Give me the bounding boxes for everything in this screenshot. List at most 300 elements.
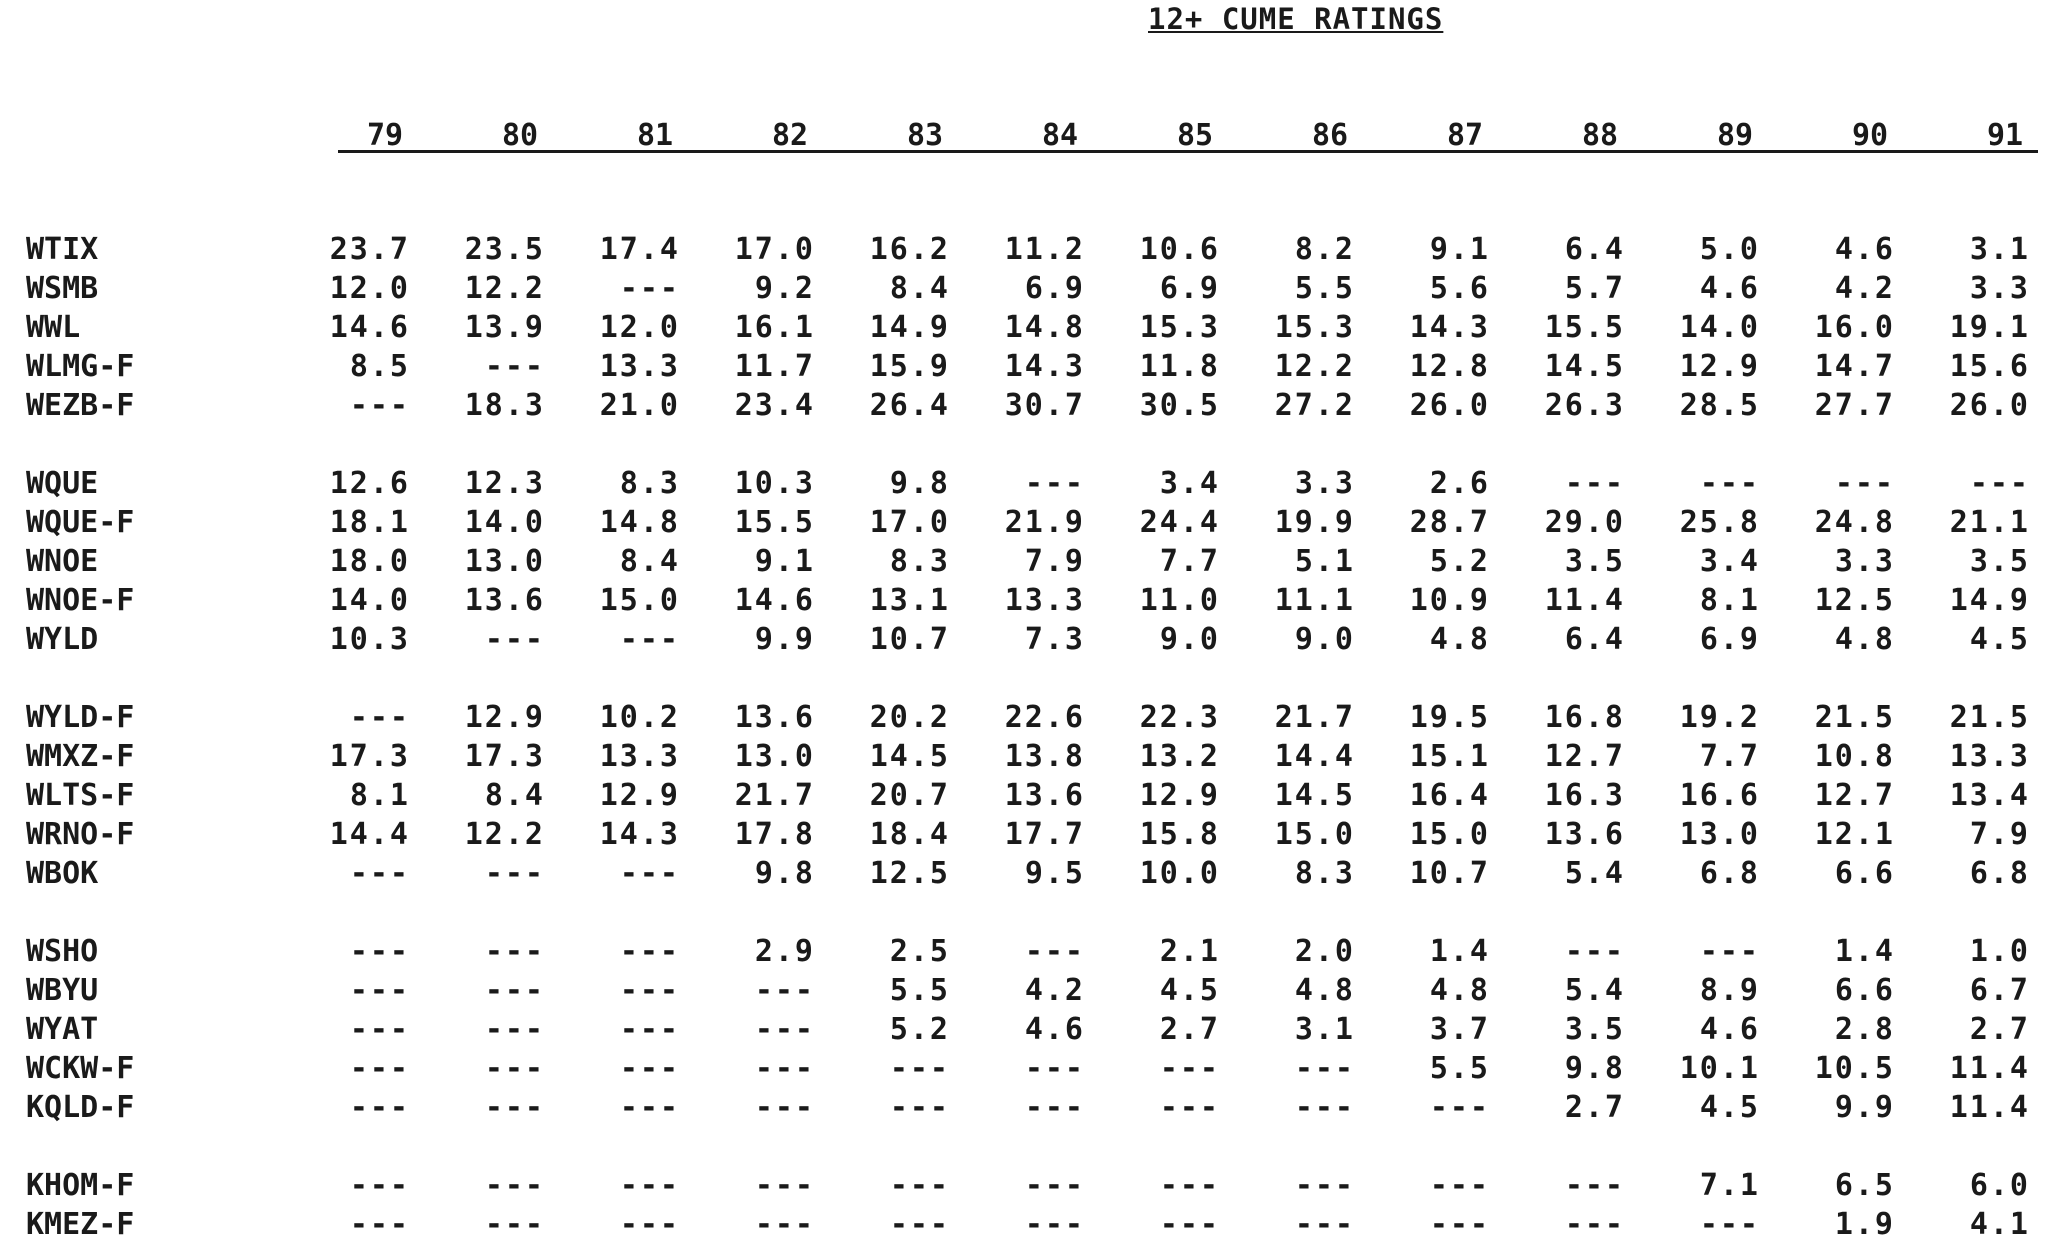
- rating-cell: 9.1: [1429, 232, 1490, 267]
- station-call-sign: WNOE-F: [26, 583, 135, 618]
- rating-cell: ---: [619, 622, 680, 657]
- rating-cell: 4.6: [1699, 271, 1760, 306]
- rating-cell: 9.1: [754, 544, 815, 579]
- page-title: 12+ CUME RATINGS: [1148, 2, 1444, 36]
- rating-cell: 17.0: [734, 232, 815, 267]
- rating-cell: 16.4: [1409, 778, 1490, 813]
- rating-cell: ---: [1024, 1090, 1085, 1125]
- rating-cell: 10.9: [1409, 583, 1490, 618]
- rating-cell: ---: [619, 1051, 680, 1086]
- rating-cell: ---: [349, 1207, 410, 1242]
- rating-cell: 14.6: [329, 310, 410, 345]
- rating-cell: 19.5: [1409, 700, 1490, 735]
- rating-cell: 6.4: [1564, 232, 1625, 267]
- rating-cell: 19.1: [1949, 310, 2030, 345]
- rating-cell: 12.9: [464, 700, 545, 735]
- station-call-sign: WMXZ-F: [26, 739, 135, 774]
- rating-cell: 12.3: [464, 466, 545, 501]
- rating-cell: ---: [1294, 1168, 1355, 1203]
- table-row: [0, 388, 2048, 426]
- rating-cell: 12.9: [1139, 778, 1220, 813]
- rating-cell: 14.9: [1949, 583, 2030, 618]
- rating-cell: 19.2: [1679, 700, 1760, 735]
- rating-cell: 13.3: [1004, 583, 1085, 618]
- year-header: 83: [906, 118, 944, 153]
- rating-cell: 6.7: [1969, 973, 2030, 1008]
- rating-cell: 14.5: [1274, 778, 1355, 813]
- rating-cell: 13.2: [1139, 739, 1220, 774]
- rating-cell: 13.4: [1949, 778, 2030, 813]
- rating-cell: 15.5: [734, 505, 815, 540]
- rating-cell: ---: [484, 1168, 545, 1203]
- rating-cell: 11.7: [734, 349, 815, 384]
- rating-cell: 13.0: [734, 739, 815, 774]
- rating-cell: 14.0: [329, 583, 410, 618]
- year-header: 81: [636, 118, 674, 153]
- rating-cell: 22.6: [1004, 700, 1085, 735]
- station-call-sign: WYLD: [26, 622, 99, 657]
- rating-cell: 9.2: [754, 271, 815, 306]
- rating-cell: 22.3: [1139, 700, 1220, 735]
- rating-cell: 21.5: [1949, 700, 2030, 735]
- rating-cell: ---: [484, 856, 545, 891]
- rating-cell: 11.4: [1544, 583, 1625, 618]
- rating-cell: ---: [1429, 1090, 1490, 1125]
- station-call-sign: WWL: [26, 310, 81, 345]
- rating-cell: ---: [1159, 1090, 1220, 1125]
- rating-cell: 12.8: [1409, 349, 1490, 384]
- rating-cell: 3.3: [1969, 271, 2030, 306]
- rating-cell: 10.3: [329, 622, 410, 657]
- rating-cell: ---: [754, 1168, 815, 1203]
- table-row: [0, 544, 2048, 582]
- rating-cell: 1.4: [1834, 934, 1895, 969]
- rating-cell: 5.4: [1564, 856, 1625, 891]
- rating-cell: 16.2: [869, 232, 950, 267]
- rating-cell: 13.1: [869, 583, 950, 618]
- rating-cell: 8.4: [889, 271, 950, 306]
- rating-cell: 5.4: [1564, 973, 1625, 1008]
- rating-cell: 16.6: [1679, 778, 1760, 813]
- rating-cell: ---: [619, 1207, 680, 1242]
- rating-cell: ---: [1159, 1168, 1220, 1203]
- rating-cell: 9.9: [1834, 1090, 1895, 1125]
- rating-cell: ---: [1024, 1207, 1085, 1242]
- rating-cell: 27.7: [1814, 388, 1895, 423]
- rating-cell: ---: [349, 388, 410, 423]
- rating-cell: 14.8: [1004, 310, 1085, 345]
- rating-cell: 17.0: [869, 505, 950, 540]
- station-call-sign: WRNO-F: [26, 817, 135, 852]
- rating-cell: ---: [889, 1168, 950, 1203]
- rating-cell: ---: [1294, 1090, 1355, 1125]
- rating-cell: 17.3: [329, 739, 410, 774]
- rating-cell: 9.9: [754, 622, 815, 657]
- station-call-sign: WLTS-F: [26, 778, 135, 813]
- rating-cell: 7.3: [1024, 622, 1085, 657]
- table-row: [0, 583, 2048, 621]
- rating-cell: 13.0: [464, 544, 545, 579]
- rating-cell: 24.8: [1814, 505, 1895, 540]
- year-header: 87: [1446, 118, 1484, 153]
- rating-cell: 27.2: [1274, 388, 1355, 423]
- rating-cell: 14.8: [599, 505, 680, 540]
- station-call-sign: WYLD-F: [26, 700, 135, 735]
- rating-cell: 6.6: [1834, 856, 1895, 891]
- rating-cell: ---: [1699, 466, 1760, 501]
- year-header: 80: [501, 118, 539, 153]
- station-call-sign: WTIX: [26, 232, 99, 267]
- rating-cell: 13.6: [464, 583, 545, 618]
- rating-cell: 6.9: [1159, 271, 1220, 306]
- rating-cell: 7.1: [1699, 1168, 1760, 1203]
- rating-cell: 5.2: [1429, 544, 1490, 579]
- rating-cell: ---: [349, 1090, 410, 1125]
- rating-cell: 2.9: [754, 934, 815, 969]
- rating-cell: 12.2: [1274, 349, 1355, 384]
- rating-cell: 6.6: [1834, 973, 1895, 1008]
- station-call-sign: WEZB-F: [26, 388, 135, 423]
- rating-cell: 12.2: [464, 271, 545, 306]
- rating-cell: ---: [484, 1012, 545, 1047]
- table-row: [0, 1207, 2048, 1245]
- rating-cell: 15.0: [599, 583, 680, 618]
- rating-cell: 21.1: [1949, 505, 2030, 540]
- rating-cell: 8.3: [619, 466, 680, 501]
- rating-cell: ---: [484, 622, 545, 657]
- rating-cell: 13.0: [1679, 817, 1760, 852]
- rating-cell: 6.0: [1969, 1168, 2030, 1203]
- year-header: 86: [1311, 118, 1349, 153]
- rating-cell: ---: [349, 1051, 410, 1086]
- rating-cell: 15.1: [1409, 739, 1490, 774]
- rating-cell: ---: [1024, 1168, 1085, 1203]
- table-row: [0, 973, 2048, 1011]
- rating-cell: 10.0: [1139, 856, 1220, 891]
- rating-cell: 30.5: [1139, 388, 1220, 423]
- rating-cell: ---: [1429, 1207, 1490, 1242]
- rating-cell: 15.3: [1274, 310, 1355, 345]
- rating-cell: 26.0: [1409, 388, 1490, 423]
- rating-cell: 13.6: [734, 700, 815, 735]
- year-header: 91: [1986, 118, 2024, 153]
- rating-cell: 20.7: [869, 778, 950, 813]
- rating-cell: 8.5: [349, 349, 410, 384]
- rating-cell: ---: [619, 271, 680, 306]
- rating-cell: ---: [1159, 1207, 1220, 1242]
- rating-cell: 16.0: [1814, 310, 1895, 345]
- rating-cell: 3.3: [1834, 544, 1895, 579]
- rating-cell: 4.6: [1699, 1012, 1760, 1047]
- rating-cell: 1.0: [1969, 934, 2030, 969]
- table-row: [0, 622, 2048, 660]
- rating-cell: 14.3: [599, 817, 680, 852]
- rating-cell: 12.7: [1814, 778, 1895, 813]
- table-row: [0, 349, 2048, 387]
- rating-cell: ---: [1699, 934, 1760, 969]
- rating-cell: 10.7: [869, 622, 950, 657]
- rating-cell: 8.1: [1699, 583, 1760, 618]
- rating-cell: 2.7: [1159, 1012, 1220, 1047]
- table-row: [0, 1051, 2048, 1089]
- rating-cell: ---: [619, 1012, 680, 1047]
- rating-cell: 4.6: [1834, 232, 1895, 267]
- rating-cell: 11.1: [1274, 583, 1355, 618]
- rating-cell: ---: [754, 1090, 815, 1125]
- rating-cell: 10.2: [599, 700, 680, 735]
- table-row: [0, 817, 2048, 855]
- rating-cell: 11.4: [1949, 1051, 2030, 1086]
- rating-cell: 10.6: [1139, 232, 1220, 267]
- rating-cell: 14.5: [869, 739, 950, 774]
- rating-cell: 2.7: [1564, 1090, 1625, 1125]
- rating-cell: 10.5: [1814, 1051, 1895, 1086]
- rating-cell: 15.0: [1409, 817, 1490, 852]
- rating-cell: 24.4: [1139, 505, 1220, 540]
- rating-cell: 17.7: [1004, 817, 1085, 852]
- rating-cell: 5.0: [1699, 232, 1760, 267]
- rating-cell: ---: [349, 934, 410, 969]
- rating-cell: 9.5: [1024, 856, 1085, 891]
- rating-cell: 28.5: [1679, 388, 1760, 423]
- rating-cell: 23.7: [329, 232, 410, 267]
- rating-cell: 2.5: [889, 934, 950, 969]
- rating-cell: 8.3: [889, 544, 950, 579]
- rating-cell: 11.8: [1139, 349, 1220, 384]
- rating-cell: 3.5: [1564, 1012, 1625, 1047]
- rating-cell: 12.6: [329, 466, 410, 501]
- rating-cell: ---: [349, 856, 410, 891]
- rating-cell: 3.1: [1969, 232, 2030, 267]
- rating-cell: 8.2: [1294, 232, 1355, 267]
- rating-cell: 4.5: [1969, 622, 2030, 657]
- rating-cell: 4.2: [1024, 973, 1085, 1008]
- station-call-sign: KQLD-F: [26, 1090, 135, 1125]
- rating-cell: 15.3: [1139, 310, 1220, 345]
- rating-cell: 10.3: [734, 466, 815, 501]
- rating-cell: ---: [1024, 934, 1085, 969]
- rating-cell: ---: [619, 1168, 680, 1203]
- rating-cell: 9.0: [1159, 622, 1220, 657]
- rating-cell: 14.0: [464, 505, 545, 540]
- rating-cell: 14.3: [1409, 310, 1490, 345]
- year-header: 79: [366, 118, 404, 153]
- rating-cell: ---: [1159, 1051, 1220, 1086]
- rating-cell: 17.3: [464, 739, 545, 774]
- rating-cell: 10.1: [1679, 1051, 1760, 1086]
- rating-cell: 2.1: [1159, 934, 1220, 969]
- rating-cell: 6.4: [1564, 622, 1625, 657]
- rating-cell: 14.3: [1004, 349, 1085, 384]
- rating-cell: ---: [484, 973, 545, 1008]
- table-row: [0, 232, 2048, 270]
- rating-cell: 14.7: [1814, 349, 1895, 384]
- rating-cell: ---: [484, 1090, 545, 1125]
- rating-cell: 9.0: [1294, 622, 1355, 657]
- rating-cell: 11.2: [1004, 232, 1085, 267]
- rating-cell: ---: [1564, 466, 1625, 501]
- rating-cell: 17.4: [599, 232, 680, 267]
- header-rule: [338, 150, 2038, 153]
- rating-cell: ---: [754, 1051, 815, 1086]
- rating-cell: 15.9: [869, 349, 950, 384]
- rating-cell: 12.1: [1814, 817, 1895, 852]
- rating-cell: 2.0: [1294, 934, 1355, 969]
- rating-cell: ---: [484, 934, 545, 969]
- rating-cell: 17.8: [734, 817, 815, 852]
- rating-cell: 26.0: [1949, 388, 2030, 423]
- rating-cell: 4.8: [1429, 622, 1490, 657]
- rating-cell: ---: [349, 1168, 410, 1203]
- rating-cell: 4.8: [1834, 622, 1895, 657]
- rating-cell: ---: [1294, 1207, 1355, 1242]
- rating-cell: 5.5: [1294, 271, 1355, 306]
- rating-cell: 13.3: [1949, 739, 2030, 774]
- table-row: [0, 1012, 2048, 1050]
- rating-cell: 15.5: [1544, 310, 1625, 345]
- rating-cell: 6.9: [1024, 271, 1085, 306]
- rating-cell: 2.7: [1969, 1012, 2030, 1047]
- rating-cell: 13.8: [1004, 739, 1085, 774]
- rating-cell: 20.2: [869, 700, 950, 735]
- rating-cell: 5.7: [1564, 271, 1625, 306]
- table-row: [0, 739, 2048, 777]
- rating-cell: 11.4: [1949, 1090, 2030, 1125]
- rating-cell: ---: [1024, 466, 1085, 501]
- rating-cell: 5.5: [1429, 1051, 1490, 1086]
- rating-cell: 14.4: [329, 817, 410, 852]
- rating-cell: 4.5: [1159, 973, 1220, 1008]
- station-call-sign: WBOK: [26, 856, 99, 891]
- rating-cell: 26.4: [869, 388, 950, 423]
- rating-cell: 23.4: [734, 388, 815, 423]
- rating-cell: ---: [1564, 1207, 1625, 1242]
- rating-cell: 1.9: [1834, 1207, 1895, 1242]
- rating-cell: 16.3: [1544, 778, 1625, 813]
- rating-cell: ---: [889, 1207, 950, 1242]
- rating-cell: ---: [1294, 1051, 1355, 1086]
- rating-cell: 4.2: [1834, 271, 1895, 306]
- rating-cell: 7.7: [1159, 544, 1220, 579]
- rating-cell: 12.9: [1679, 349, 1760, 384]
- rating-cell: 13.3: [599, 739, 680, 774]
- year-header: 90: [1851, 118, 1889, 153]
- rating-cell: 14.6: [734, 583, 815, 618]
- rating-cell: 13.6: [1004, 778, 1085, 813]
- table-row: [0, 934, 2048, 972]
- rating-cell: 18.0: [329, 544, 410, 579]
- rating-cell: ---: [754, 973, 815, 1008]
- station-call-sign: WLMG-F: [26, 349, 135, 384]
- rating-cell: 3.5: [1564, 544, 1625, 579]
- rating-cell: 3.5: [1969, 544, 2030, 579]
- year-header: 85: [1176, 118, 1214, 153]
- table-row: [0, 700, 2048, 738]
- rating-cell: 3.7: [1429, 1012, 1490, 1047]
- rating-cell: 4.6: [1024, 1012, 1085, 1047]
- rating-cell: 26.3: [1544, 388, 1625, 423]
- rating-cell: 14.0: [1679, 310, 1760, 345]
- rating-cell: 19.9: [1274, 505, 1355, 540]
- rating-cell: 18.3: [464, 388, 545, 423]
- rating-cell: 15.0: [1274, 817, 1355, 852]
- rating-cell: 3.4: [1159, 466, 1220, 501]
- rating-cell: ---: [349, 700, 410, 735]
- rating-cell: 13.9: [464, 310, 545, 345]
- rating-cell: ---: [1834, 466, 1895, 501]
- rating-cell: ---: [754, 1207, 815, 1242]
- table-row: [0, 856, 2048, 894]
- rating-cell: 16.1: [734, 310, 815, 345]
- rating-cell: 6.8: [1969, 856, 2030, 891]
- rating-cell: ---: [889, 1051, 950, 1086]
- rating-cell: 9.8: [754, 856, 815, 891]
- rating-cell: 12.5: [869, 856, 950, 891]
- rating-cell: ---: [1699, 1207, 1760, 1242]
- station-call-sign: WQUE-F: [26, 505, 135, 540]
- rating-cell: ---: [754, 1012, 815, 1047]
- rating-cell: 30.7: [1004, 388, 1085, 423]
- rating-cell: 4.8: [1429, 973, 1490, 1008]
- rating-cell: 4.5: [1699, 1090, 1760, 1125]
- rating-cell: 12.0: [599, 310, 680, 345]
- rating-cell: 5.6: [1429, 271, 1490, 306]
- year-header: 82: [771, 118, 809, 153]
- rating-cell: 5.1: [1294, 544, 1355, 579]
- station-call-sign: KHOM-F: [26, 1168, 135, 1203]
- rating-cell: ---: [619, 934, 680, 969]
- rating-cell: ---: [484, 1207, 545, 1242]
- rating-cell: 14.5: [1544, 349, 1625, 384]
- table-row: [0, 778, 2048, 816]
- rating-cell: ---: [1969, 466, 2030, 501]
- rating-cell: 2.6: [1429, 466, 1490, 501]
- rating-cell: 3.4: [1699, 544, 1760, 579]
- year-header-row: [0, 118, 2048, 154]
- rating-cell: 13.6: [1544, 817, 1625, 852]
- rating-cell: ---: [619, 973, 680, 1008]
- rating-cell: 6.8: [1699, 856, 1760, 891]
- rating-cell: ---: [619, 856, 680, 891]
- table-row: [0, 466, 2048, 504]
- rating-cell: 21.7: [734, 778, 815, 813]
- rating-cell: 14.9: [869, 310, 950, 345]
- rating-cell: ---: [1429, 1168, 1490, 1203]
- rating-cell: 25.8: [1679, 505, 1760, 540]
- rating-cell: 8.9: [1699, 973, 1760, 1008]
- rating-cell: 13.3: [599, 349, 680, 384]
- rating-cell: ---: [619, 1090, 680, 1125]
- rating-cell: 4.1: [1969, 1207, 2030, 1242]
- rating-cell: 14.4: [1274, 739, 1355, 774]
- station-call-sign: WSMB: [26, 271, 99, 306]
- rating-cell: 6.5: [1834, 1168, 1895, 1203]
- rating-cell: 15.8: [1139, 817, 1220, 852]
- rating-cell: ---: [1564, 1168, 1625, 1203]
- station-call-sign: WSHO: [26, 934, 99, 969]
- rating-cell: 23.5: [464, 232, 545, 267]
- station-call-sign: WNOE: [26, 544, 99, 579]
- rating-cell: ---: [1024, 1051, 1085, 1086]
- station-call-sign: WBYU: [26, 973, 99, 1008]
- rating-cell: 2.8: [1834, 1012, 1895, 1047]
- rating-cell: 12.5: [1814, 583, 1895, 618]
- year-header: 89: [1716, 118, 1754, 153]
- rating-cell: 21.5: [1814, 700, 1895, 735]
- rating-cell: 3.3: [1294, 466, 1355, 501]
- rating-cell: ---: [484, 1051, 545, 1086]
- rating-cell: 7.9: [1024, 544, 1085, 579]
